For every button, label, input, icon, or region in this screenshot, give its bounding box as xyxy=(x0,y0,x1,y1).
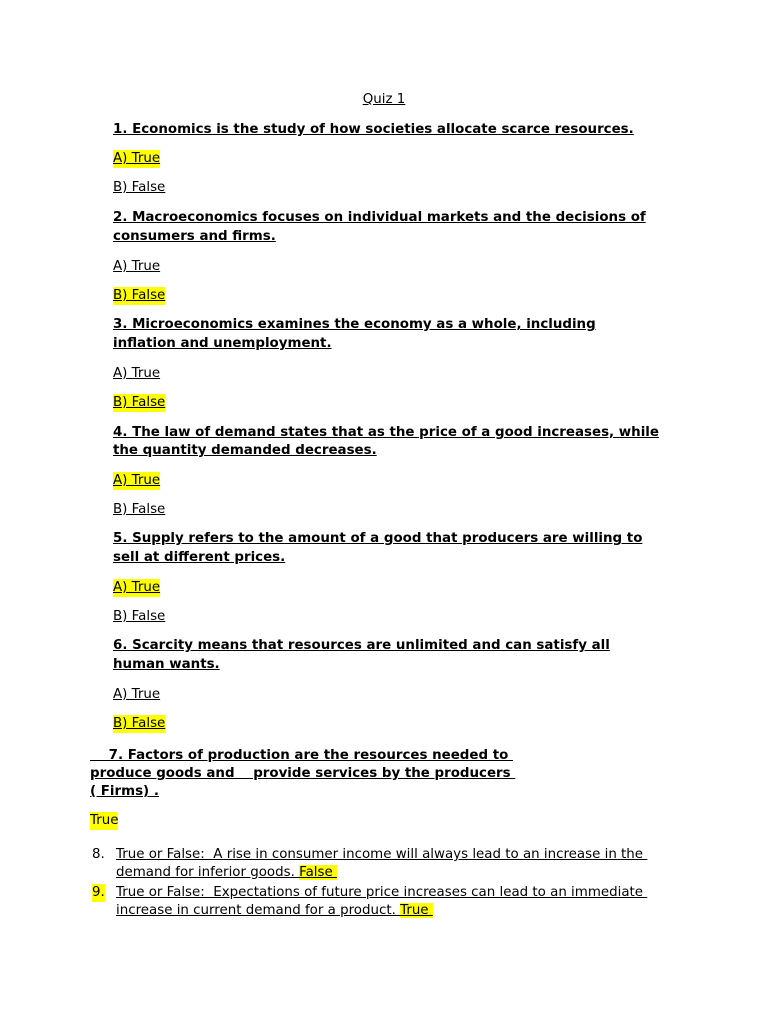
question-7-text-line-2: produce goods and provide services by the producers xyxy=(90,766,516,781)
question-9-text-line-2 xyxy=(116,902,433,920)
question-7-text-line-1: 7. Factors of production are the resources needed to xyxy=(90,748,513,763)
question-8-text-line-2 xyxy=(116,864,337,882)
question-5-text-line-2: sell at different prices. xyxy=(113,550,286,565)
question-9-text-line-1: True or False: Expectations of future price increases can lead to an immediate xyxy=(116,885,648,900)
question-8-text-line-2-content: demand for inferior goods. xyxy=(116,865,300,880)
question-1-text: 1. Economics is the study of how societies allocate scarce resources. xyxy=(113,122,634,137)
question-7-answer: True xyxy=(90,813,119,828)
question-8-text-line-1: True or False: A rise in consumer income will always lead to an increase in the xyxy=(116,847,648,862)
question-1-option-a: A) True xyxy=(113,151,161,166)
question-4-option-b: B) False xyxy=(113,502,166,517)
question-9-text-line-2-content: increase in current demand for a product. xyxy=(116,903,401,918)
question-3-option-a: A) True xyxy=(113,366,161,381)
question-6-option-a: A) True xyxy=(113,687,161,702)
question-6-text-line-2: human wants. xyxy=(113,657,220,672)
question-7-text-line-3: ( Firms) . xyxy=(90,784,159,799)
question-3-text-line-2: inflation and unemployment. xyxy=(113,336,332,351)
question-2-text-line-1: 2. Macroeconomics focuses on individual markets and the decisions of xyxy=(113,210,646,225)
question-2-option-b: B) False xyxy=(113,288,166,303)
question-4-option-a: A) True xyxy=(113,473,161,488)
question-5-text-line-1: 5. Supply refers to the amount of a good that producers are willing to xyxy=(113,531,643,546)
question-6-option-b: B) False xyxy=(113,716,166,731)
question-1-option-b: B) False xyxy=(113,180,166,195)
question-9-answer: True xyxy=(400,903,433,918)
question-4-text-line-1: 4. The law of demand states that as the price of a good increases, while xyxy=(113,425,659,440)
quiz-title: Quiz 1 xyxy=(362,92,406,107)
question-2-option-a: A) True xyxy=(113,259,161,274)
question-5-option-a: A) True xyxy=(113,580,161,595)
question-6-text-line-1: 6. Scarcity means that resources are unlimited and can satisfy all xyxy=(113,638,610,653)
question-8-answer: False xyxy=(299,865,337,880)
question-3-text-line-1: 3. Microeconomics examines the economy as a whole, including xyxy=(113,317,596,332)
question-3-option-b: B) False xyxy=(113,395,166,410)
question-4-text-line-2: the quantity demanded decreases. xyxy=(113,443,377,458)
question-5-option-b: B) False xyxy=(113,609,166,624)
question-9-number: 9. xyxy=(92,885,105,900)
question-8-number: 8. xyxy=(92,847,105,862)
question-2-text-line-2: consumers and firms. xyxy=(113,229,276,244)
